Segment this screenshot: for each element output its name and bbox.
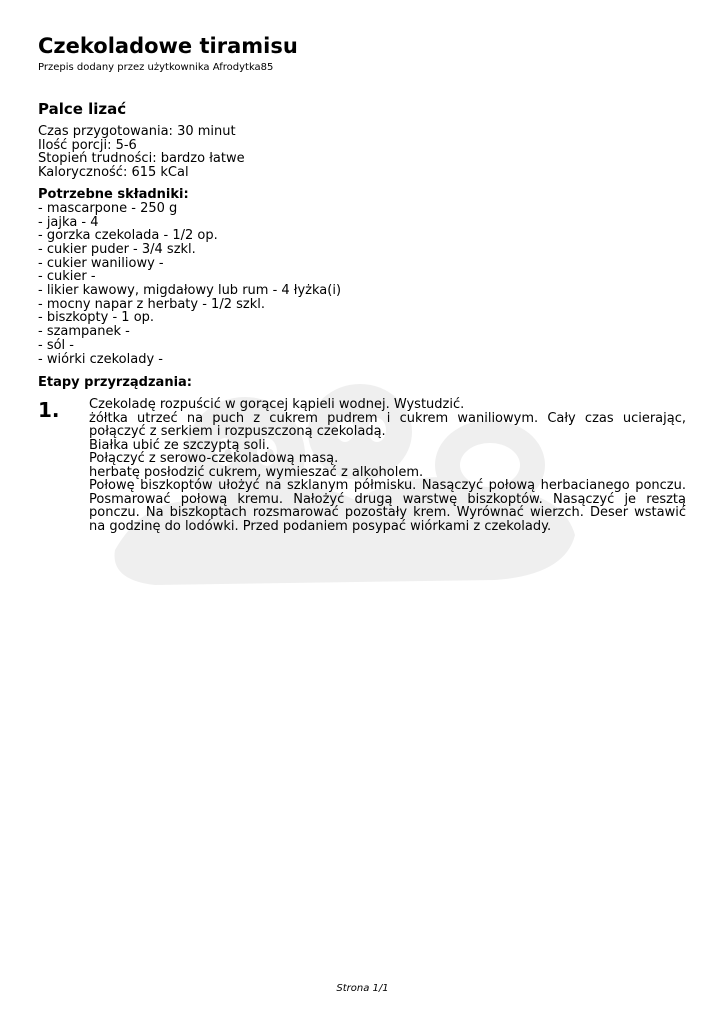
- step-line: Połowę biszkoptów ułożyć na szklanym półmisku. Nasączyć połową herbacianego ponczu. Posmarować połową kremu. Nałożyć drugą warstwę biszkoptów. Nasączyć je resztą ponczu. Na biszkoptach rozsmarować pozostały krem. Wyrównać wierzch. Deser wstawić na godzinę do lodówki. Przed podaniem posypać wiórkami z czekolady.: [89, 478, 686, 534]
- ingredient-item: - sól -: [38, 337, 74, 353]
- step-line: Białka ubić ze szczyptą soli.: [89, 437, 270, 453]
- step-line: herbatę posłodzić cukrem, wymieszać z alkoholem.: [89, 464, 424, 480]
- ingredients-list: [38, 202, 688, 366]
- step-line: Połączyć z serowo-czekoladową masą.: [89, 451, 339, 467]
- meta-servings: Ilość porcji: 5-6: [38, 137, 137, 153]
- step-line: żółtka utrzeć na puch z cukrem pudrem i cukrem waniliowym. Cały czas ucierając, połączyć z serkiem i rozpuszczoną czekoladą.: [89, 410, 686, 440]
- step-number: 1.: [38, 398, 60, 423]
- ingredient-item: - likier kawowy, migdałowy lub rum - 4 łyżka(i): [38, 283, 342, 299]
- page-footer: Strona 1/1: [336, 983, 389, 994]
- steps-heading: Etapy przyrządzania:: [38, 375, 193, 391]
- step-line: Czekoladę rozpuścić w gorącej kąpieli wodnej. Wystudzić.: [89, 397, 465, 413]
- meta-difficulty: Stopień trudności: bardzo łatwe: [38, 151, 245, 167]
- ingredient-item: - wiórki czekolady -: [38, 351, 163, 367]
- recipe-content: [38, 32, 688, 533]
- step-text: [89, 398, 686, 533]
- ingredient-item: - biszkopty - 1 op.: [38, 310, 155, 326]
- ingredient-item: - cukier waniliowy -: [38, 255, 164, 271]
- ingredient-item: - cukier puder - 3/4 szkl.: [38, 241, 196, 257]
- ingredient-item: - jajka - 4: [38, 214, 99, 230]
- ingredient-item: - gorzka czekolada - 1/2 op.: [38, 228, 218, 244]
- meta-prep-time: Czas przygotowania: 30 minut: [38, 124, 236, 139]
- ingredient-item: - mascarpone - 250 g: [38, 200, 178, 216]
- ingredient-item: - mocny napar z herbaty - 1/2 szkl.: [38, 296, 265, 312]
- step-1: [38, 398, 688, 533]
- author-line: Przepis dodany przez użytkownika Afrodytka85: [38, 62, 274, 73]
- ingredient-item: - cukier -: [38, 269, 96, 285]
- recipe-subtitle: Palce lizać: [38, 100, 127, 118]
- recipe-meta: [38, 125, 688, 180]
- recipe-title: Czekoladowe tiramisu: [38, 34, 298, 58]
- ingredients-heading: Potrzebne składniki:: [38, 186, 189, 202]
- ingredient-item: - szampanek -: [38, 324, 130, 340]
- meta-calories: Kaloryczność: 615 kCal: [38, 165, 189, 181]
